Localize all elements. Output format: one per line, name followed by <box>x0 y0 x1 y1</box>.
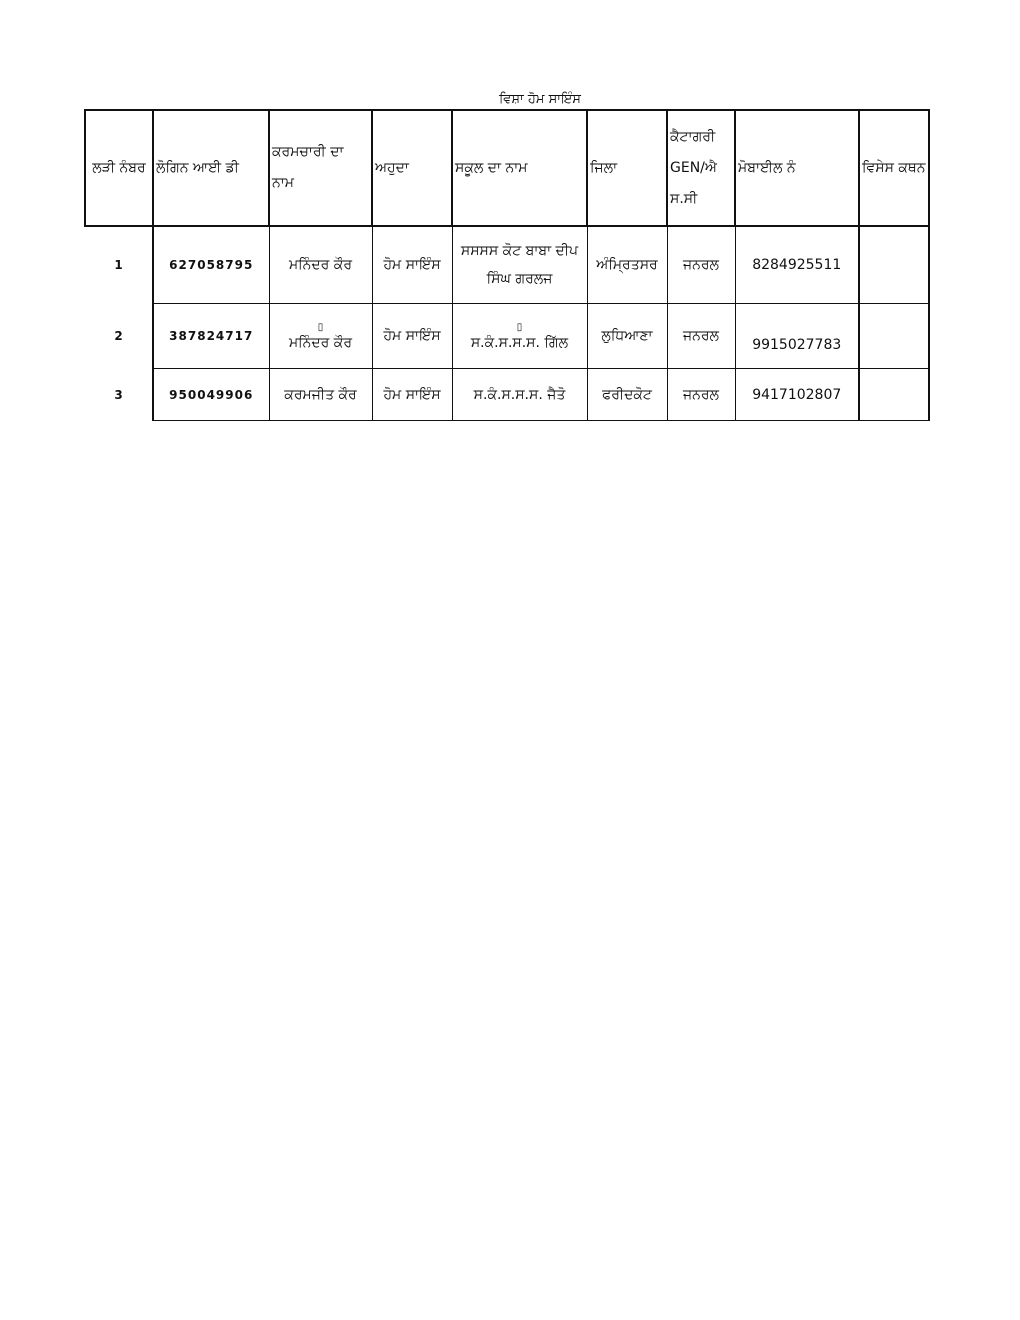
cell-district: ਲੁਧਿਆਣਾ <box>587 304 667 369</box>
header-mobile: ਮੋਬਾਈਲ ਨੰ <box>735 110 859 226</box>
missing-glyph-mark: ▯ <box>516 322 523 333</box>
staff-table <box>84 109 930 421</box>
cell-remarks <box>859 369 929 421</box>
table-row <box>85 369 929 421</box>
table-header-row <box>85 110 929 226</box>
header-sr-no: ਲੜੀ ਨੰਬਰ <box>85 110 153 226</box>
header-login-id: ਲੋਗਿਨ ਆਈ ਡੀ <box>153 110 269 226</box>
cell-employee-name: ਕਰਮਜੀਤ ਕੌਰ <box>269 369 372 421</box>
table-row <box>85 304 929 369</box>
document-title: ਵਿਸ਼ਾ ਹੋਮ ਸਾਇੰਸ <box>499 92 581 107</box>
table-row <box>85 226 929 304</box>
missing-glyph-mark: ▯ <box>317 322 324 333</box>
cell-school-name: ਸਸਸਸ ਕੋਟ ਬਾਬਾ ਦੀਪ ਸਿੰਘ ਗਰਲਜ <box>452 226 587 304</box>
mobile-text: 9915027783 <box>752 337 842 353</box>
cell-mobile: 9417102807 <box>735 369 859 421</box>
cell-district: ਫਰੀਦਕੋਟ <box>587 369 667 421</box>
cell-remarks <box>859 304 929 369</box>
cell-school-name <box>452 304 587 369</box>
cell-employee-name <box>269 304 372 369</box>
cell-login-id: 627058795 <box>153 226 269 304</box>
cell-post: ਹੋਮ ਸਾਇੰਸ <box>372 369 452 421</box>
cell-category: ਜਨਰਲ <box>667 304 735 369</box>
cell-mobile <box>735 304 859 369</box>
cell-login-id: 387824717 <box>153 304 269 369</box>
cell-employee-name: ਮਨਿੰਦਰ ਕੌਰ <box>269 226 372 304</box>
cell-mobile: 8284925511 <box>735 226 859 304</box>
school-name-text: ਸ.ਕੰ.ਸ.ਸ.ਸ. ਗਿੱਲ <box>470 335 569 351</box>
header-school-name: ਸਕੂਲ ਦਾ ਨਾਮ <box>452 110 587 226</box>
cell-login-id: 950049906 <box>153 369 269 421</box>
header-employee-name: ਕਰਮਚਾਰੀ ਦਾ ਨਾਮ <box>269 110 372 226</box>
cell-category: ਜਨਰਲ <box>667 226 735 304</box>
cell-sr-no: 3 <box>85 369 153 421</box>
cell-sr-no: 1 <box>85 226 153 304</box>
cell-remarks <box>859 226 929 304</box>
cell-school-name: ਸ.ਕੰ.ਸ.ਸ.ਸ. ਜੈਤੋ <box>452 369 587 421</box>
cell-post: ਹੋਮ ਸਾਇੰਸ <box>372 304 452 369</box>
cell-district: ਅੰਮ੍ਰਿਤਸਰ <box>587 226 667 304</box>
header-category: ਕੈਟਾਗਰੀ GEN/ਐ ਸ.ਸੀ <box>667 110 735 226</box>
employee-name-text: ਮਨਿੰਦਰ ਕੌਰ <box>288 335 353 351</box>
cell-category: ਜਨਰਲ <box>667 369 735 421</box>
header-district: ਜਿਲਾ <box>587 110 667 226</box>
header-post: ਅਹੁਦਾ <box>372 110 452 226</box>
cell-post: ਹੋਮ ਸਾਇੰਸ <box>372 226 452 304</box>
header-remarks: ਵਿਸੇਸ ਕਥਨ <box>859 110 929 226</box>
cell-sr-no: 2 <box>85 304 153 369</box>
